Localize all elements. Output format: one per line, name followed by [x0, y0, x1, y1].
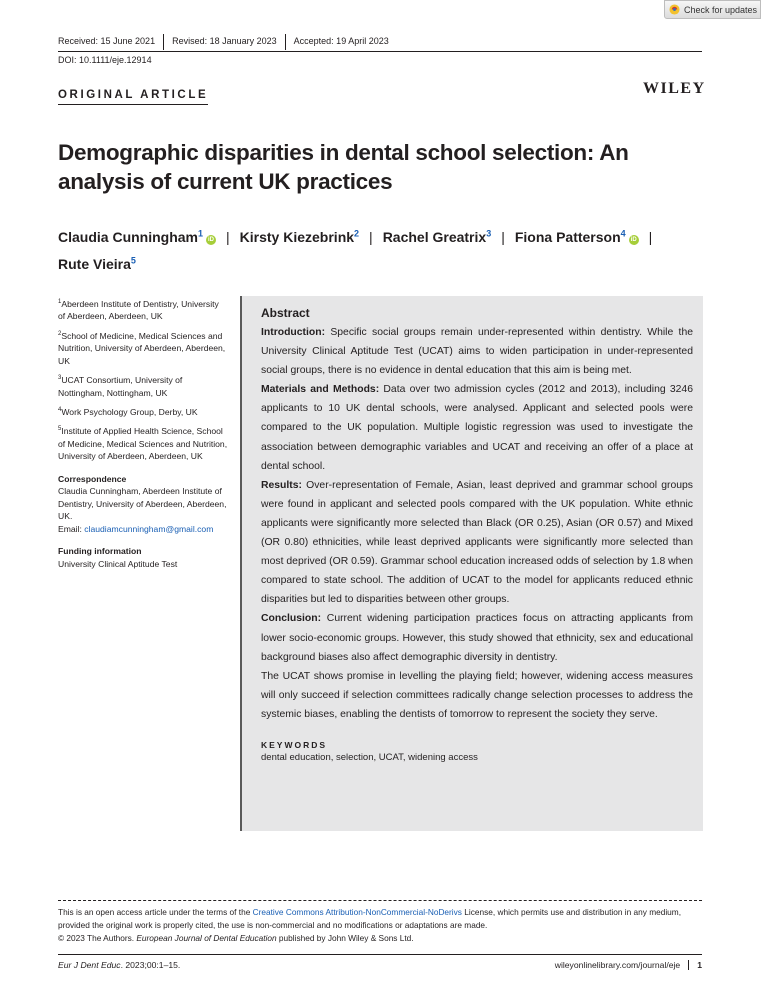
check-for-updates-button[interactable] — [664, 0, 761, 19]
email-link[interactable]: claudiamcunningham@gmail.com — [84, 523, 214, 534]
correspondence-heading: Correspondence — [58, 473, 127, 484]
abstract-conclusion: Conclusion: Current widening participation practices focus on attracting applicants from lower socio-economic groups. However, this study showed that ethnicity, sex and educational background biases also affect demographic diversity in dentistry. — [261, 613, 693, 663]
affiliation: $^5$Institute of Applied Health Science, School of Medicine, Medical Sciences and Nutrition, University of Aberdeen, Aberdeen, UK — [58, 426, 228, 462]
keywords: dental education, selection, UCAT, widening access — [261, 751, 478, 763]
sidebar — [58, 296, 228, 570]
abstract-introduction: Introduction: Specific social groups remain under-represented within dentistry. While the University Clinical Aptitude Test (UCAT) aims to widen participation in under-represented social groups, there is no evidence in dental education that this aim is being met. — [261, 327, 693, 377]
affiliation: $^1$Aberdeen Institute of Dentistry, University of Aberdeen, Aberdeen, UK — [58, 298, 219, 322]
funding-text: University Clinical Aptitude Test — [58, 558, 178, 569]
abstract-heading: Abstract — [261, 306, 310, 320]
license-note: This is an open access article under the terms of the Creative Commons Attribution-NonCommercial-NoDerivs License, which permits use and distribution in any medium, provided the original work is properly cited, the use is non-commercial and no modifications or adaptations are made. © 2023 The Authors. European Journal of Dental Education published by John Wiley & Sons Ltd. — [58, 900, 702, 944]
publisher-logo: WILEY — [643, 80, 706, 97]
journal-url[interactable]: wileyonlinelibrary.com/journal/eje — [554, 960, 681, 970]
page-number: 1 — [688, 960, 702, 970]
page-footer — [58, 954, 702, 970]
orcid-icon[interactable]: iD — [630, 236, 637, 243]
author[interactable]: Fiona Patterson$^4$iD — [514, 228, 637, 245]
author-list: Claudia Cunningham$^1$iD | Kirsty Kiezebrink$^2$ | Rachel Greatrix$^3$ | Fiona Patterson$^4$iD | Rute Vieira$^5$ — [58, 228, 653, 273]
doi: DOI: 10.1111/eje.12914 — [58, 55, 152, 65]
affiliation: $^3$UCAT Consortium, University of Nottingham, Nottingham, UK — [58, 375, 183, 398]
author[interactable]: Kirsty Kiezebrink$^2$ — [239, 228, 360, 245]
orcid-icon[interactable]: iD — [208, 236, 215, 243]
article-title: Demographic disparities in dental school selection: An analysis of current UK practices — [58, 140, 629, 194]
affiliation: $^2$School of Medicine, Medical Sciences and Nutrition, University of Aberdeen, Aberdeen, UK — [58, 330, 226, 366]
affiliation: $^4$Work Psychology Group, Derby, UK — [58, 406, 198, 417]
correspondence-email: Email: claudiamcunningham@gmail.com — [58, 523, 214, 534]
abstract-results: Results: Over-representation of Female, Asian, least deprived and grammar school groups were found in applicant and selected pools compared with the UK population. White ethnic applicants were significantly more selected than Black (OR 0.25), Asian (OR 0.57) and Mixed (OR 0.80) ethnicities, while least deprived applicants were significantly more selected than most deprived (OR 0.59). Grammar school education increased odds of selection by 1.8 when compared to state school. The addition of UCAT to the model for applicants reduced ethnic disparities but led to disparities between other groups. — [261, 479, 694, 606]
license-link[interactable]: Creative Commons Attribution-NonCommercial-NoDerivs — [252, 907, 462, 917]
author[interactable]: Rachel Greatrix$^3$ — [382, 228, 492, 245]
correspondence-text: Claudia Cunningham, Aberdeen Institute of Dentistry, University of Aberdeen, Aberdeen, UK. — [58, 486, 227, 522]
keywords-heading: KEYWORDS — [261, 739, 328, 750]
received-date: Received: 15 June 2021 — [58, 36, 156, 46]
article-type: ORIGINAL ARTICLE — [58, 89, 208, 105]
citation: Eur J Dent Educ. 2023;00:1–15. — [58, 960, 181, 970]
check-updates-icon — [669, 4, 680, 15]
author[interactable]: Claudia Cunningham$^1$iD — [58, 228, 215, 245]
revised-date: Revised: 18 January 2023 — [163, 34, 285, 50]
author[interactable]: Rute Vieira$^5$ — [58, 255, 136, 273]
abstract-methods: Materials and Methods: Data over two admission cycles (2012 and 2013), including 3246 applicants to 10 UK dental schools, were analysed. Applicant and selected pools were compared to the UK population. Multiple logistic regression was used to investigate the association between demographic variables and UCAT and receiving an offer of a place at dental school. — [261, 384, 693, 472]
accepted-date: Accepted: 19 April 2023 — [285, 34, 397, 50]
article-dates — [58, 36, 702, 52]
abstract-box — [240, 296, 703, 831]
funding-heading: Funding information — [58, 546, 142, 557]
abstract-conclusion-cont: The UCAT shows promise in levelling the playing field; however, widening access measures will only succeed if selection committees radically change selection processes to address the systemic biases, enabling the dentists of tomorrow to represent the society they serve. — [261, 670, 693, 720]
check-updates-label: Check for updates — [684, 4, 758, 15]
